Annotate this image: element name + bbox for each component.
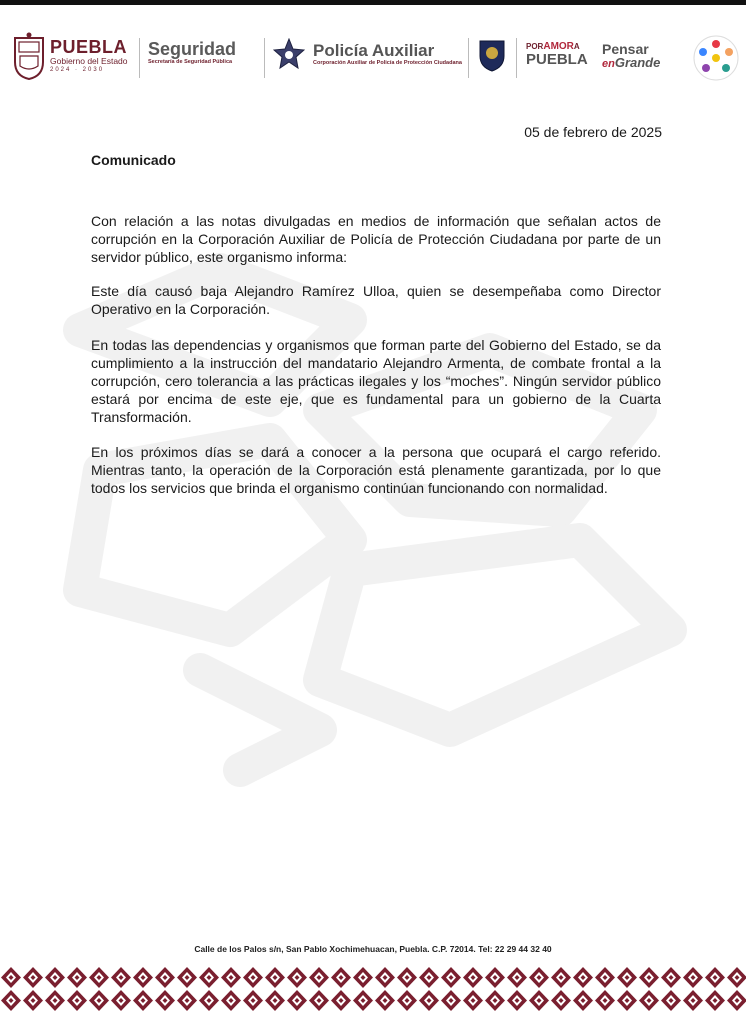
pensar-line1: Pensar (602, 41, 649, 57)
puebla-logo-subtitle: Gobierno del Estado (50, 56, 128, 66)
policia-logo-name: Policía Auxiliar (313, 41, 435, 60)
puebla-logo-name: PUEBLA (50, 37, 128, 57)
puebla-logo (50, 38, 128, 74)
policia-auxiliar-logo (313, 42, 462, 67)
state-crest-icon (12, 32, 46, 80)
paragraph-dismissal: Este día causó baja Alejandro Ramírez Ulloa, quien se desempeñaba como Director Operativo en la Corporación. (91, 283, 661, 317)
paragraph-continuity: En los próximos días se dará a conocer a la persona que ocupará el cargo referido. Mientras tanto, la operación de la Corporación está plenamente garantizada, por lo que todos los servicios que brinda el organismo continúan funcionando con normalidad. (91, 444, 661, 496)
top-border (0, 0, 746, 5)
por-amor-a-puebla-logo (526, 42, 588, 67)
document-date: 05 de febrero de 2025 (524, 124, 662, 140)
paragraph-intro: Con relación a las notas divulgadas en medios de información que señalan actos de corrupción en la Corporación Auxiliar de Policía de Protección Ciudadana por parte de un servidor público, este organismo informa: (91, 213, 661, 265)
logo-divider (139, 38, 140, 78)
logo-divider (264, 38, 265, 78)
amor-suffix: A (573, 42, 580, 51)
logo-divider (516, 38, 517, 78)
seguridad-logo-subtitle: Secretaría de Seguridad Pública (148, 59, 233, 65)
document-title: Comunicado (91, 152, 176, 168)
paragraph-anticorruption: En todas las dependencias y organismos que forman parte del Gobierno del Estado, se da cumplimiento a la instrucción del mandatario Alejandro Armenta, de combate frontal a la corrupción, cero tolerancia a las prácticas ilegales y los “moches”. Ningún servidor público estará por encima de este eje, que es fundamental para un gobierno de la Cuarta Transformación. (91, 337, 661, 425)
pensar-prefix: en (602, 58, 615, 70)
amor-highlight: AMOR (543, 41, 574, 52)
logo-divider (468, 38, 469, 78)
police-shield-icon (478, 38, 506, 72)
policia-logo-subtitle: Corporación Auxiliar de Policía de Protección Ciudadana (313, 60, 462, 66)
pensar-en-grande-logo (602, 42, 660, 71)
amor-name: PUEBLA (526, 51, 588, 68)
footer-decorative-pattern (0, 966, 746, 1012)
police-star-icon (273, 38, 305, 70)
amor-prefix: POR (526, 42, 544, 51)
puebla-logo-years: 2024 · 2030 (50, 67, 105, 73)
header-logos (0, 24, 746, 94)
pensar-line2: Grande (614, 55, 661, 70)
seguridad-logo (148, 40, 236, 66)
seguridad-logo-name: Seguridad (148, 39, 237, 59)
equality-circle-icon (692, 34, 740, 82)
footer-address: Calle de los Palos s/n, San Pablo Xochimehuacan, Puebla. C.P. 72014. Tel: 22 29 44 32 40 (194, 944, 552, 954)
